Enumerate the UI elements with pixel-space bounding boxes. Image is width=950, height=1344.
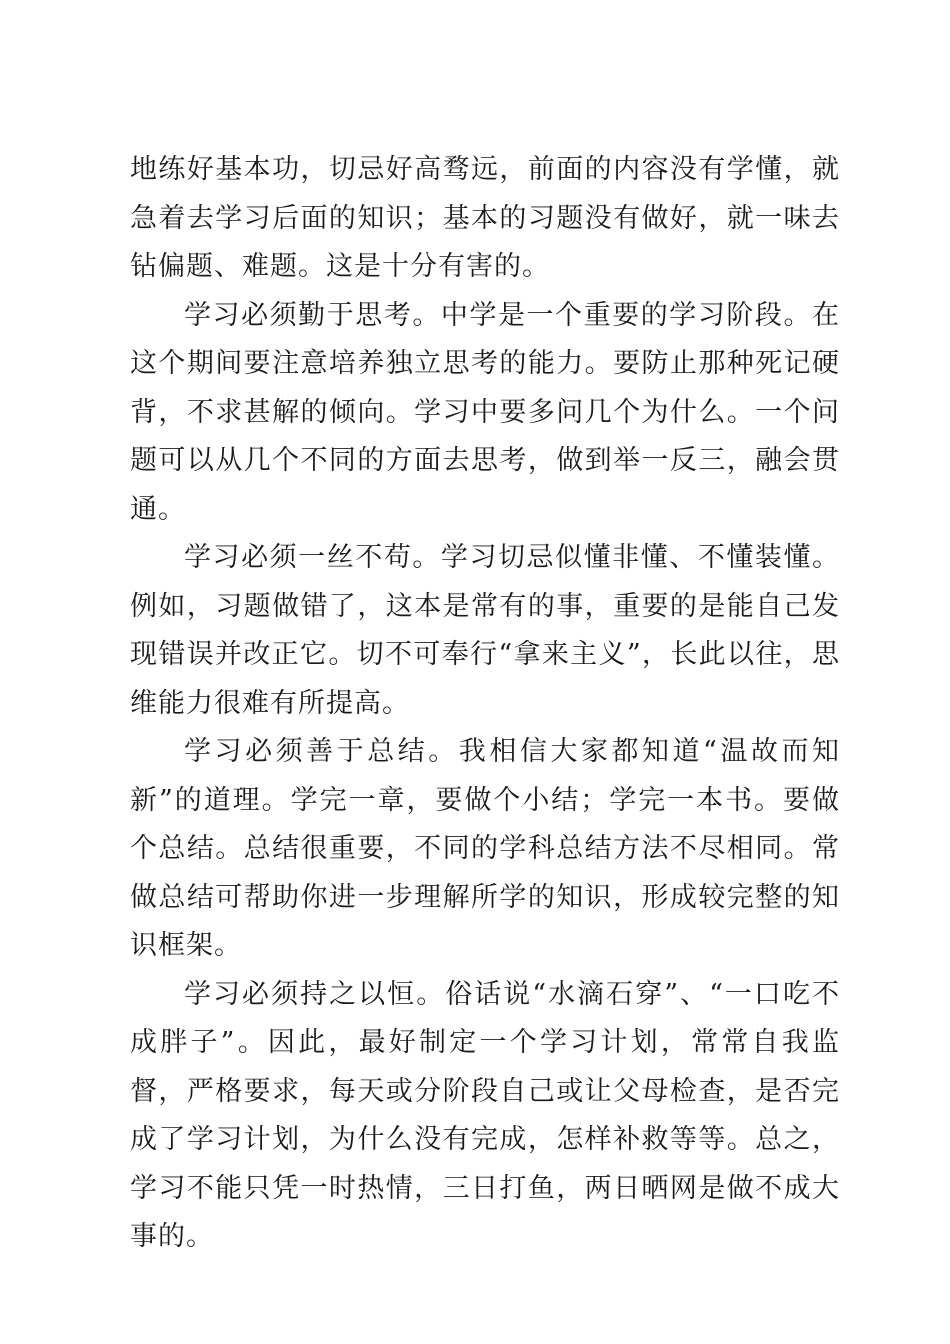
paragraph-continuation: 地练好基本功，切忌好高骛远，前面的内容没有学懂，就急着去学习后面的知识；基本的习题没有做好，就一味去钻偏题、难题。这是十分有害的。	[130, 154, 840, 282]
paragraph-meticulous: 学习必须一丝不苟。学习切忌似懂非懂、不懂装懂。例如，习题做错了，这本是常有的事，重要的是能自己发现错误并改正它。切不可奉行“拿来主义”，长此以往，思维能力很难有所提高。	[130, 542, 840, 719]
paragraph-persistence: 学习必须持之以恒。俗话说“水滴石穿”、“一口吃不成胖子”。因此，最好制定一个学习计划，常常自我监督，严格要求，每天或分阶段自己或让父母检查，是否完成了学习计划，为什么没有完成，怎样补救等等。总之，学习不能只凭一时热情，三日打鱼，两日晒网是做不成大事的。	[130, 978, 840, 1252]
paragraph-summarize: 学习必须善于总结。我相信大家都知道“温故而知新”的道理。学完一章，要做个小结；学完一本书。要做个总结。总结很重要，不同的学科总结方法不尽相同。常做总结可帮助你进一步理解所学的知识，形成较完整的知识框架。	[130, 736, 840, 961]
document-body	[130, 146, 840, 1262]
paragraph-thinking: 学习必须勤于思考。中学是一个重要的学习阶段。在这个期间要注意培养独立思考的能力。要防止那种死记硬背，不求甚解的倾向。学习中要多问几个为什么。一个问题可以从几个不同的方面去思考，做到举一反三，融会贯通。	[130, 299, 840, 525]
